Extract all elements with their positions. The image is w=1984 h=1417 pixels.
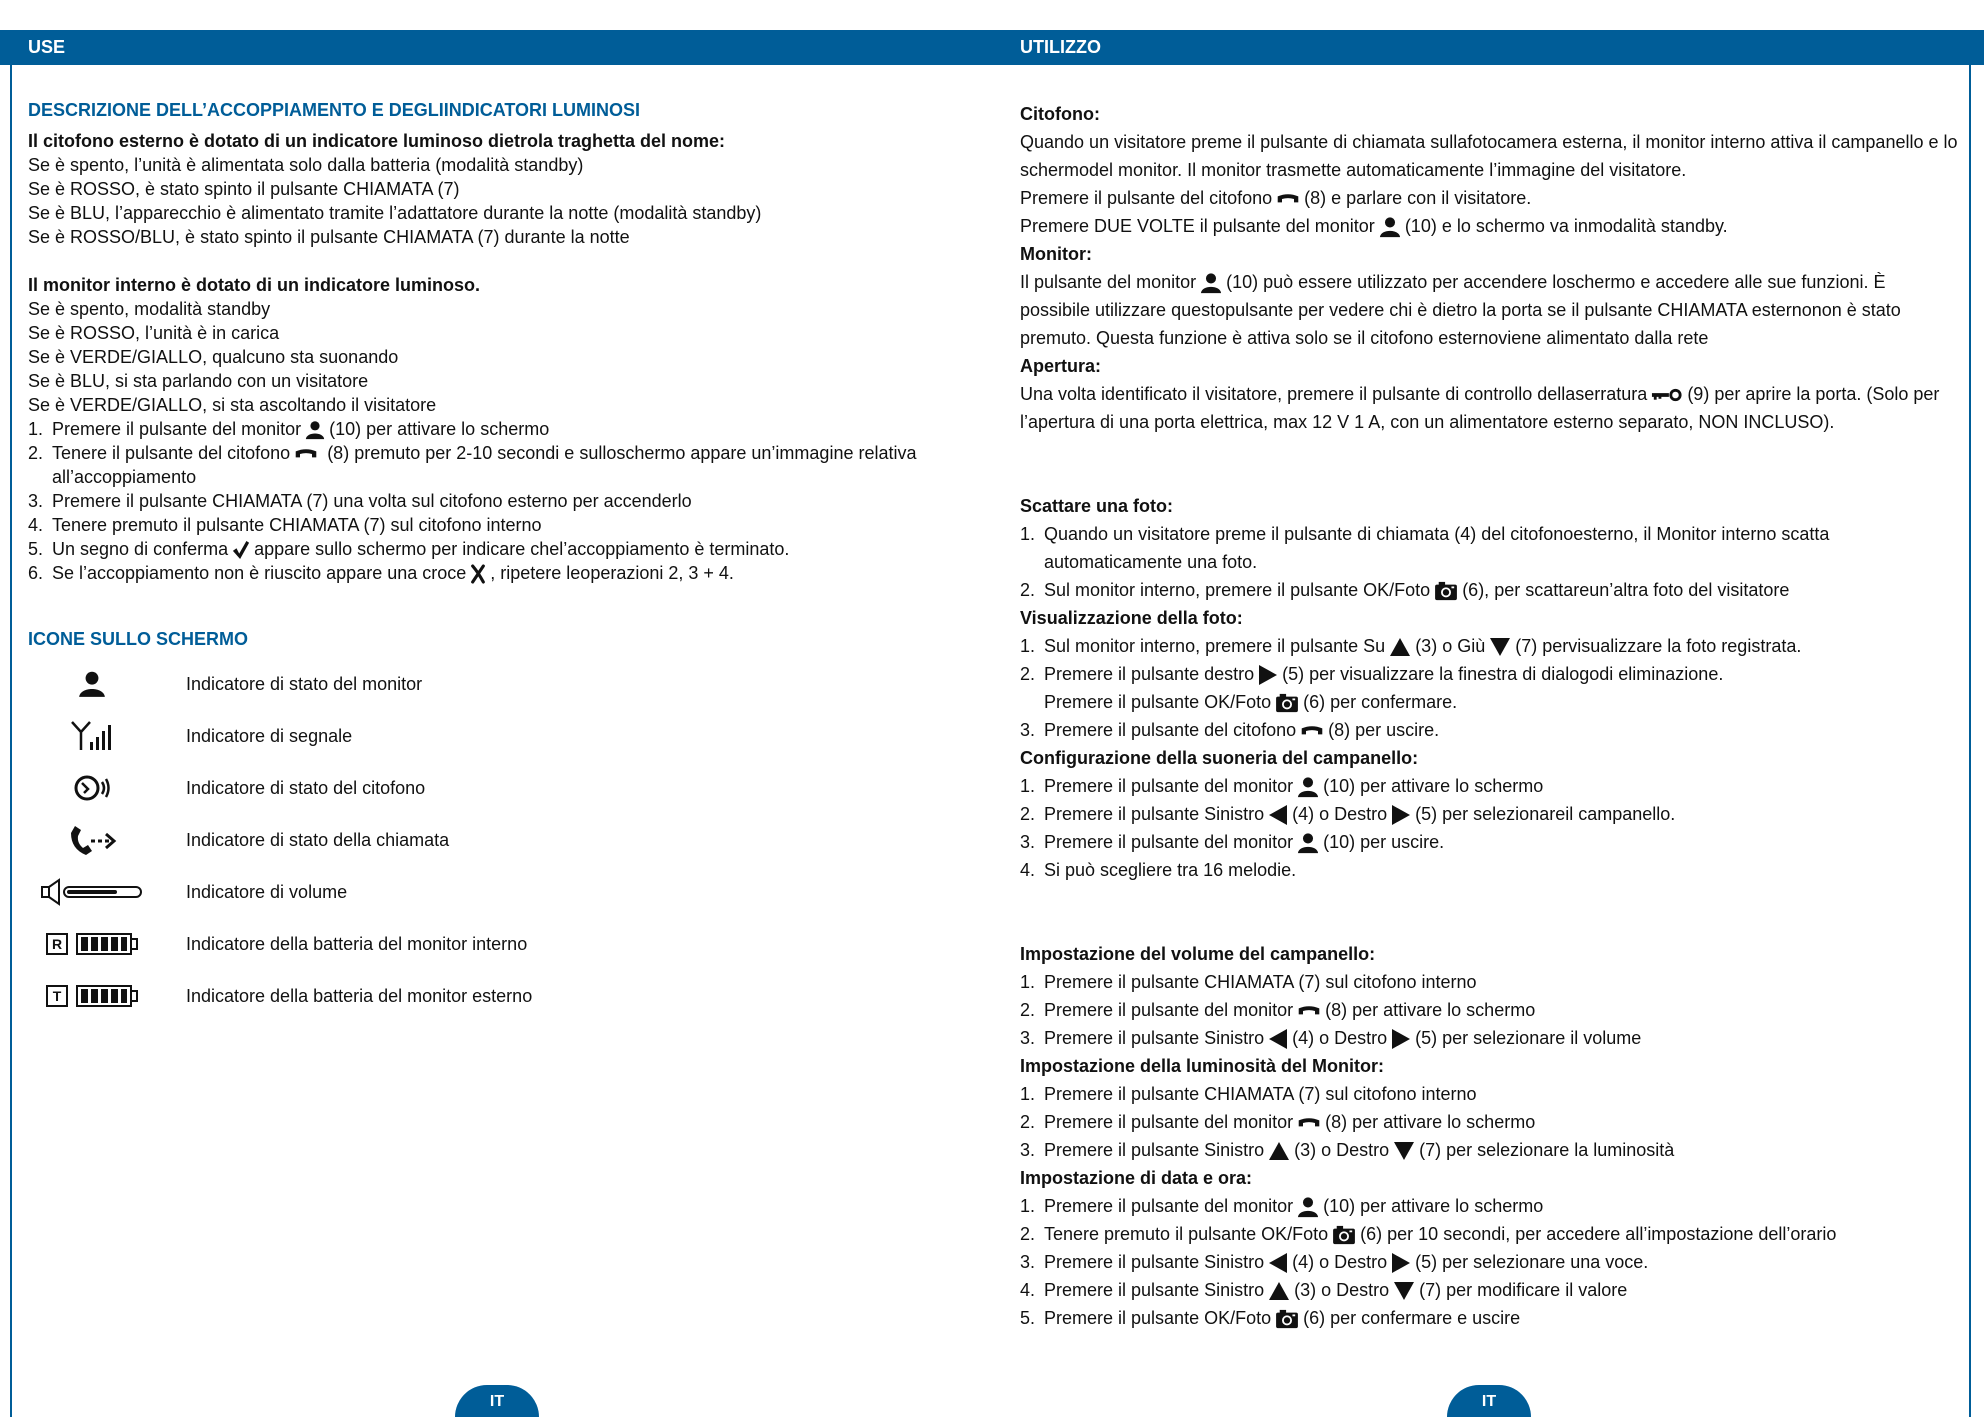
monitor-heading: Monitor: <box>1020 244 1092 264</box>
camera-icon <box>1275 693 1299 713</box>
icon-row: R Indicatore della batteria del monitor interno <box>28 918 958 970</box>
ext-line: Se è BLU, l’apparecchio è alimentato tramite l’adattatore durante la notte (modalità standby) <box>28 203 762 223</box>
int-line: Se è ROSSO, l’unità è in carica <box>28 323 280 343</box>
list-item: 1. Sul monitor interno, premere il pulsante Su (3) o Giù (7) pervisualizzare la foto registrata. <box>1020 636 1802 656</box>
int-line: Se è BLU, si sta parlando con un visitatore <box>28 371 369 391</box>
page-tab-left: IT <box>455 1385 539 1417</box>
apertura-heading: Apertura: <box>1020 356 1102 376</box>
up-arrow-icon <box>1268 1141 1290 1161</box>
lumi-steps <box>1020 1080 1960 1164</box>
suoneria-steps <box>1020 772 1960 884</box>
list-item: 6. Se l’accoppiamento non è riuscito appare una croce , ripetere leoperazioni 2, 3 + 4. <box>28 563 734 583</box>
ext-line: Se è spento, l’unità è alimentata solo dalla batteria (modalità standby) <box>28 155 584 175</box>
person-icon <box>305 420 325 440</box>
data-heading: Impostazione di data e ora: <box>1020 1168 1253 1188</box>
list-item: 2. Premere il pulsante del monitor (8) per attivare lo schermo <box>1020 1112 1536 1132</box>
list-item: 1. Premere il pulsante del monitor (10) per attivare lo schermo <box>1020 1192 1960 1220</box>
list-item: 2. Tenere il pulsante del citofono (8) premuto per 2-10 secondi e sulloschermo appare un’immagine relativa all’accoppiamento <box>28 443 917 487</box>
person-icon <box>1297 832 1319 854</box>
right-arrow-icon <box>1258 664 1278 686</box>
citofono-p3: Premere DUE VOLTE il pulsante del monitor (10) e lo schermo va inmodalità standby. <box>1020 212 1960 240</box>
list-item: 3. Premere il pulsante del monitor (10) per uscire. <box>1020 828 1960 856</box>
visual-heading: Visualizzazione della foto: <box>1020 608 1243 628</box>
battery-r-icon: R <box>46 933 138 955</box>
list-item: 1. Premere il pulsante CHIAMATA (7) sul citofono interno <box>1020 972 1477 992</box>
left-arrow-icon <box>1268 1252 1288 1274</box>
ext-line: Se è ROSSO, è stato spinto il pulsante CHIAMATA (7) <box>28 179 460 199</box>
volume-heading: Impostazione del volume del campanello: <box>1020 944 1376 964</box>
right-column <box>1020 100 1960 1332</box>
list-item: 3. Premere il pulsante Sinistro (4) o Destro (5) per selezionare il volume <box>1020 1024 1960 1052</box>
list-item: 5. Premere il pulsante OK/Foto (6) per confermare e uscire <box>1020 1308 1521 1328</box>
list-item: 4. Premere il pulsante Sinistro (3) o Destro (7) per modificare il valore <box>1020 1280 1628 1300</box>
up-arrow-icon <box>1389 637 1411 657</box>
header-use: USE <box>0 30 992 65</box>
down-arrow-icon <box>1393 1281 1415 1301</box>
camera-icon <box>1434 581 1458 601</box>
call-status-icon <box>65 823 119 857</box>
citofono-p1: Quando un visitatore preme il pulsante di chiamata sullafotocamera esterna, il monitor interno attiva il campanello e lo schermodel monitor. Il monitor trasmette automaticamente l’immagine del visitatore. <box>1020 132 1958 180</box>
list-item: 1. Premere il pulsante del monitor (10) per attivare lo schermo <box>28 419 550 439</box>
data-steps <box>1020 1192 1960 1332</box>
camera-icon <box>1275 1309 1299 1329</box>
phone-icon <box>294 448 318 460</box>
header-utilizzo: UTILIZZO <box>992 30 1984 65</box>
list-item: 5. Un segno di conferma appare sullo schermo per indicare chel’accoppiamento è terminato. <box>28 539 790 559</box>
list-item: 2. Sul monitor interno, premere il pulsante OK/Foto (6), per scattareun’altra foto del visitatore <box>1020 580 1790 600</box>
list-item: 4. Si può scegliere tra 16 melodie. <box>1020 860 1297 880</box>
person-icon <box>1297 776 1319 798</box>
list-item: 3. Premere il pulsante del citofono (8) per uscire. <box>1020 720 1440 740</box>
visual-steps <box>1020 632 1960 744</box>
foto-heading: Scattare una foto: <box>1020 496 1174 516</box>
check-icon <box>232 540 250 560</box>
icon-row: T Indicatore della batteria del monitor esterno <box>28 970 958 1022</box>
person-icon <box>1379 216 1401 238</box>
person-icon <box>1297 1196 1319 1218</box>
ext-heading: Il citofono esterno è dotato di un indicatore luminoso dietrola traghetta del nome: <box>28 131 726 151</box>
cross-icon <box>470 564 486 584</box>
icon-row: Indicatore di segnale <box>28 710 958 762</box>
right-arrow-icon <box>1391 1028 1411 1050</box>
suoneria-heading: Configurazione della suoneria del campanello: <box>1020 748 1419 768</box>
phone-icon <box>1297 1005 1321 1017</box>
left-arrow-icon <box>1268 1028 1288 1050</box>
pairing-title: DESCRIZIONE DELL’ACCOPPIAMENTO E DEGLIINDICATORI LUMINOSI <box>28 100 641 120</box>
icon-row: Indicatore di stato del citofono <box>28 762 958 814</box>
volume-icon <box>40 878 144 906</box>
apertura-text: Una volta identificato il visitatore, premere il pulsante di controllo dellaserratura (9) per aprire la porta. (Solo per l’apertura di una porta elettrica, max 12 V 1 A, con un alimentatore esterno separato, NON INCLUSO). <box>1020 384 1940 432</box>
left-column <box>28 100 958 1022</box>
list-item: 2. Premere il pulsante destro (5) per visualizzare la finestra di dialogodi eliminazione. Premere il pulsante OK/Foto (6) per confermare. <box>1020 664 1724 712</box>
monitor-text: Il pulsante del monitor (10) può essere utilizzato per accendere loschermo e accedere alle sue funzioni. È possibile utilizzare questopulsante per vedere chi è dietro la porta se il pulsante CHIAMATA esternonon è stato premuto. Questa funzione è attiva solo se il citofono esternoviene alimentato dalla rete <box>1020 272 1901 348</box>
int-line: Se è spento, modalità standby <box>28 299 271 319</box>
int-line: Se è VERDE/GIALLO, qualcuno sta suonando <box>28 347 399 367</box>
list-item: 3. Premere il pulsante CHIAMATA (7) una volta sul citofono esterno per accenderlo <box>28 491 692 511</box>
phone-icon <box>1297 1117 1321 1129</box>
volume-steps <box>1020 968 1960 1052</box>
icon-row: Indicatore di stato del monitor <box>28 658 958 710</box>
lumi-heading: Impostazione della luminosità del Monitor: <box>1020 1056 1385 1076</box>
right-frame-line <box>1969 65 1971 1417</box>
camera-icon <box>1332 1225 1356 1245</box>
right-arrow-icon <box>1391 804 1411 826</box>
list-item: 1. Premere il pulsante CHIAMATA (7) sul citofono interno <box>1020 1084 1477 1104</box>
left-frame-line <box>10 65 12 1417</box>
page-tab-right: IT <box>1447 1385 1531 1417</box>
left-arrow-icon <box>1268 804 1288 826</box>
signal-icon <box>70 720 114 752</box>
citofono-heading: Citofono: <box>1020 104 1100 124</box>
ext-line: Se è ROSSO/BLU, è stato spinto il pulsante CHIAMATA (7) durante la notte <box>28 227 630 247</box>
up-arrow-icon <box>1268 1281 1290 1301</box>
battery-t-icon: T <box>46 985 138 1007</box>
icon-legend <box>28 658 958 1022</box>
key-icon <box>1651 388 1683 402</box>
intercom-status-icon <box>73 773 111 803</box>
list-item: 3. Premere il pulsante Sinistro (3) o Destro (7) per selezionare la luminosità <box>1020 1140 1675 1160</box>
down-arrow-icon <box>1489 637 1511 657</box>
right-arrow-icon <box>1391 1252 1411 1274</box>
pairing-steps <box>28 417 958 585</box>
phone-icon <box>1276 193 1300 205</box>
list-item: 1. Quando un visitatore preme il pulsante di chiamata (4) del citofonoesterno, il Monitor interno scatta automaticamente una foto. <box>1020 524 1830 572</box>
down-arrow-icon <box>1393 1141 1415 1161</box>
icon-row: Indicatore di stato della chiamata <box>28 814 958 866</box>
int-heading: Il monitor interno è dotato di un indicatore luminoso. <box>28 275 480 295</box>
list-item: 2. Premere il pulsante Sinistro (4) o Destro (5) per selezionareil campanello. <box>1020 800 1960 828</box>
foto-steps <box>1020 520 1960 604</box>
phone-icon <box>1300 725 1324 737</box>
list-item: 2. Tenere premuto il pulsante OK/Foto (6) per 10 secondi, per accedere all’impostazione dell’orario <box>1020 1224 1837 1244</box>
person-icon <box>1200 272 1222 294</box>
person-icon <box>78 670 106 698</box>
list-item: 4. Tenere premuto il pulsante CHIAMATA (7) sul citofono interno <box>28 515 542 535</box>
list-item: 2. Premere il pulsante del monitor (8) per attivare lo schermo <box>1020 1000 1536 1020</box>
list-item: 1. Premere il pulsante del monitor (10) per attivare lo schermo <box>1020 772 1960 800</box>
citofono-p2: Premere il pulsante del citofono (8) e parlare con il visitatore. <box>1020 188 1532 208</box>
icon-row: Indicatore di volume <box>28 866 958 918</box>
list-item: 3. Premere il pulsante Sinistro (4) o Destro (5) per selezionare una voce. <box>1020 1248 1960 1276</box>
int-line: Se è VERDE/GIALLO, si sta ascoltando il visitatore <box>28 395 437 415</box>
icons-title: ICONE SULLO SCHERMO <box>28 629 249 649</box>
